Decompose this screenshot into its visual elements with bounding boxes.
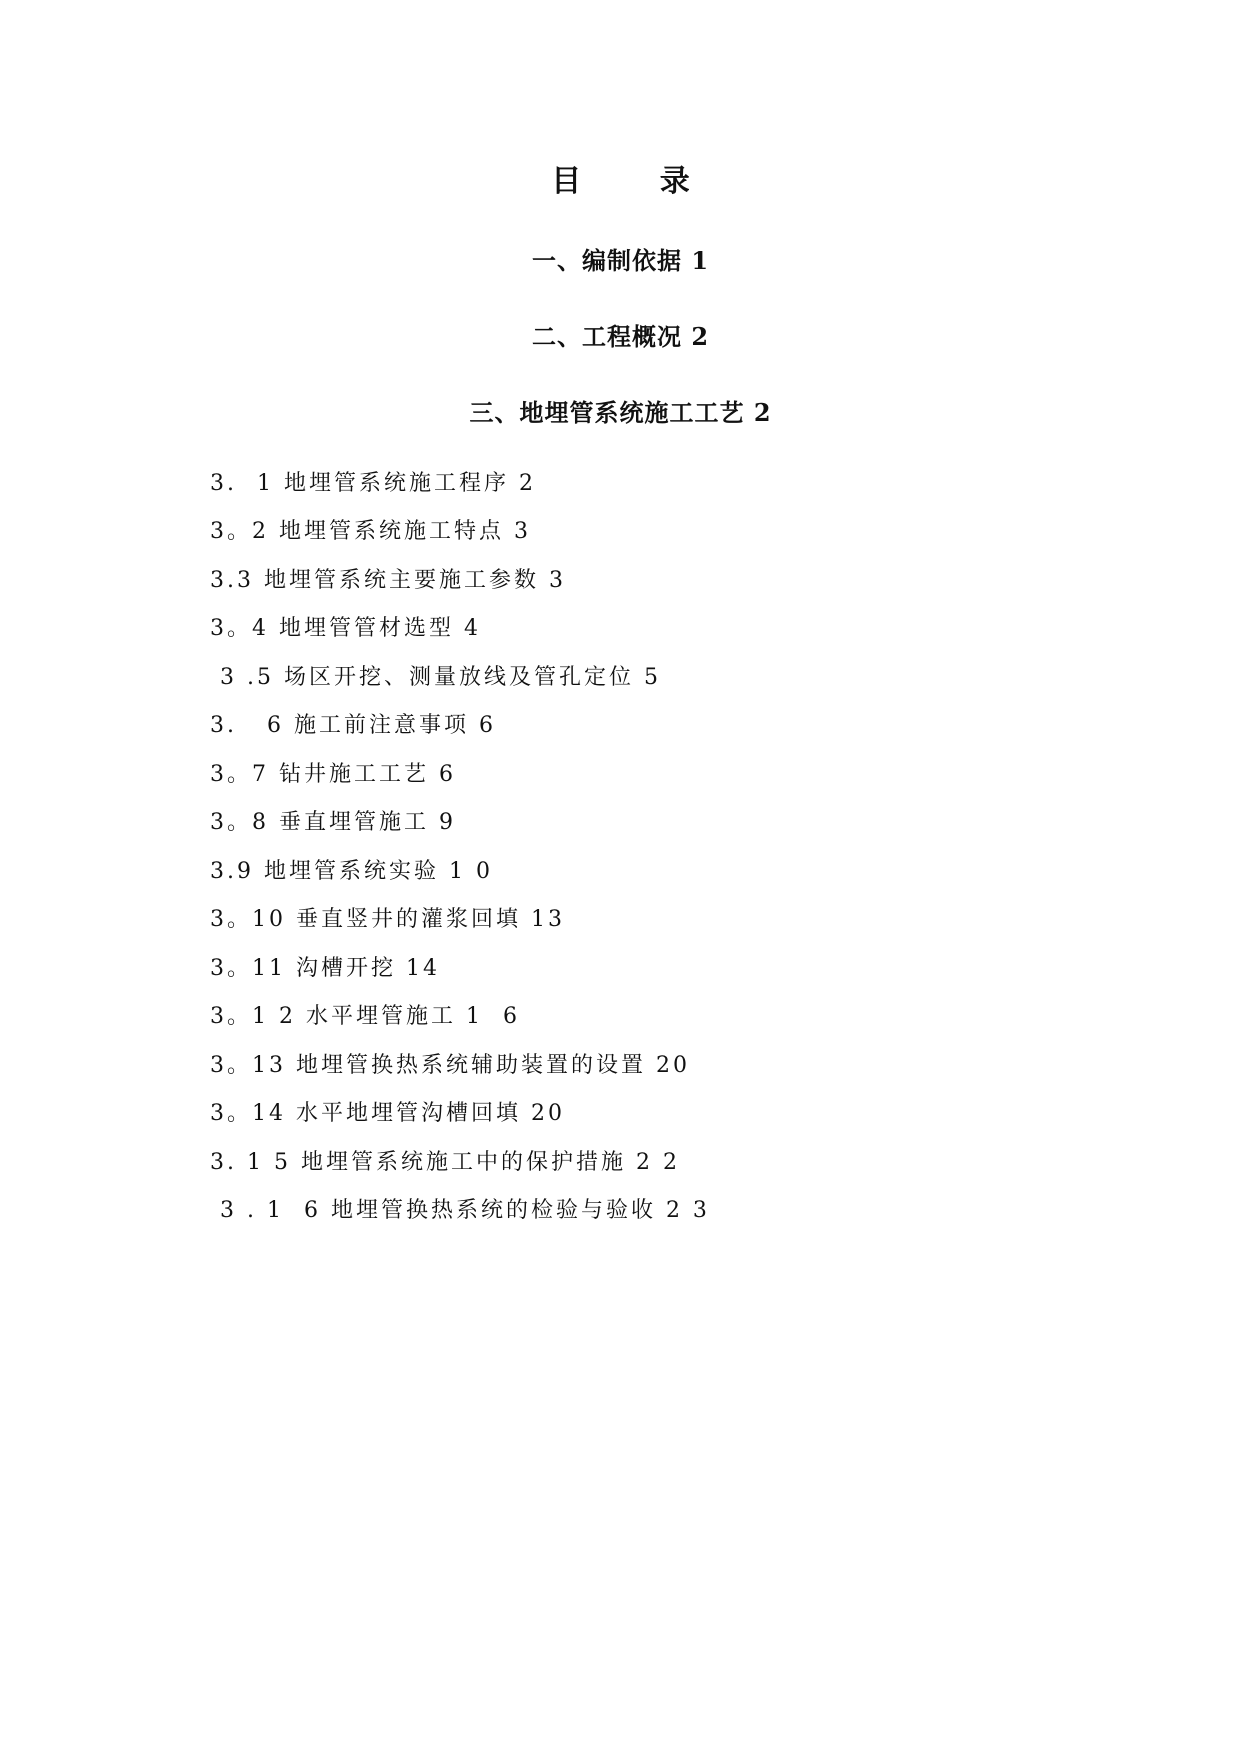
toc-section-heading: 二、工程概况 2 (531, 322, 710, 351)
toc-entry: 3. 1 5 地埋管系统施工中的保护措施 2 2 (210, 1150, 680, 1175)
toc-entry: 3。4 地埋管管材选型 4 (210, 616, 481, 641)
toc-entry: 3. 6 施工前注意事项 6 (210, 713, 496, 738)
page-title: 目 录 (551, 164, 724, 199)
toc-entry: 3。8 垂直埋管施工 9 (210, 810, 456, 835)
toc-entry: 3.9 地埋管系统实验 1 0 (210, 859, 493, 884)
toc-entry: 3。10 垂直竖井的灌浆回填 13 (210, 907, 565, 932)
toc-section-heading: 一、编制依据 1 (531, 246, 710, 275)
toc-entry: 3 . 1 6 地埋管换热系统的检验与验收 2 3 (210, 1198, 710, 1223)
toc-entry: 3。13 地埋管换热系统辅助装置的设置 20 (210, 1053, 690, 1078)
toc-entry: 3。7 钻井施工工艺 6 (210, 762, 456, 787)
toc-entry: 3。2 地埋管系统施工特点 3 (210, 519, 531, 544)
toc-entry: 3. 1 地埋管系统施工程序 2 (210, 471, 536, 496)
toc-entry: 3.3 地埋管系统主要施工参数 3 (210, 568, 566, 593)
toc-section-heading: 三、地埋管系统施工工艺 2 (469, 398, 772, 427)
toc-entry: 3。11 沟槽开挖 14 (210, 956, 440, 981)
toc-entry: 3。14 水平地埋管沟槽回填 20 (210, 1101, 565, 1126)
toc-entry: 3 .5 场区开挖、测量放线及管孔定位 5 (210, 665, 661, 690)
toc-entry: 3。1 2 水平埋管施工 1 6 (210, 1004, 520, 1029)
